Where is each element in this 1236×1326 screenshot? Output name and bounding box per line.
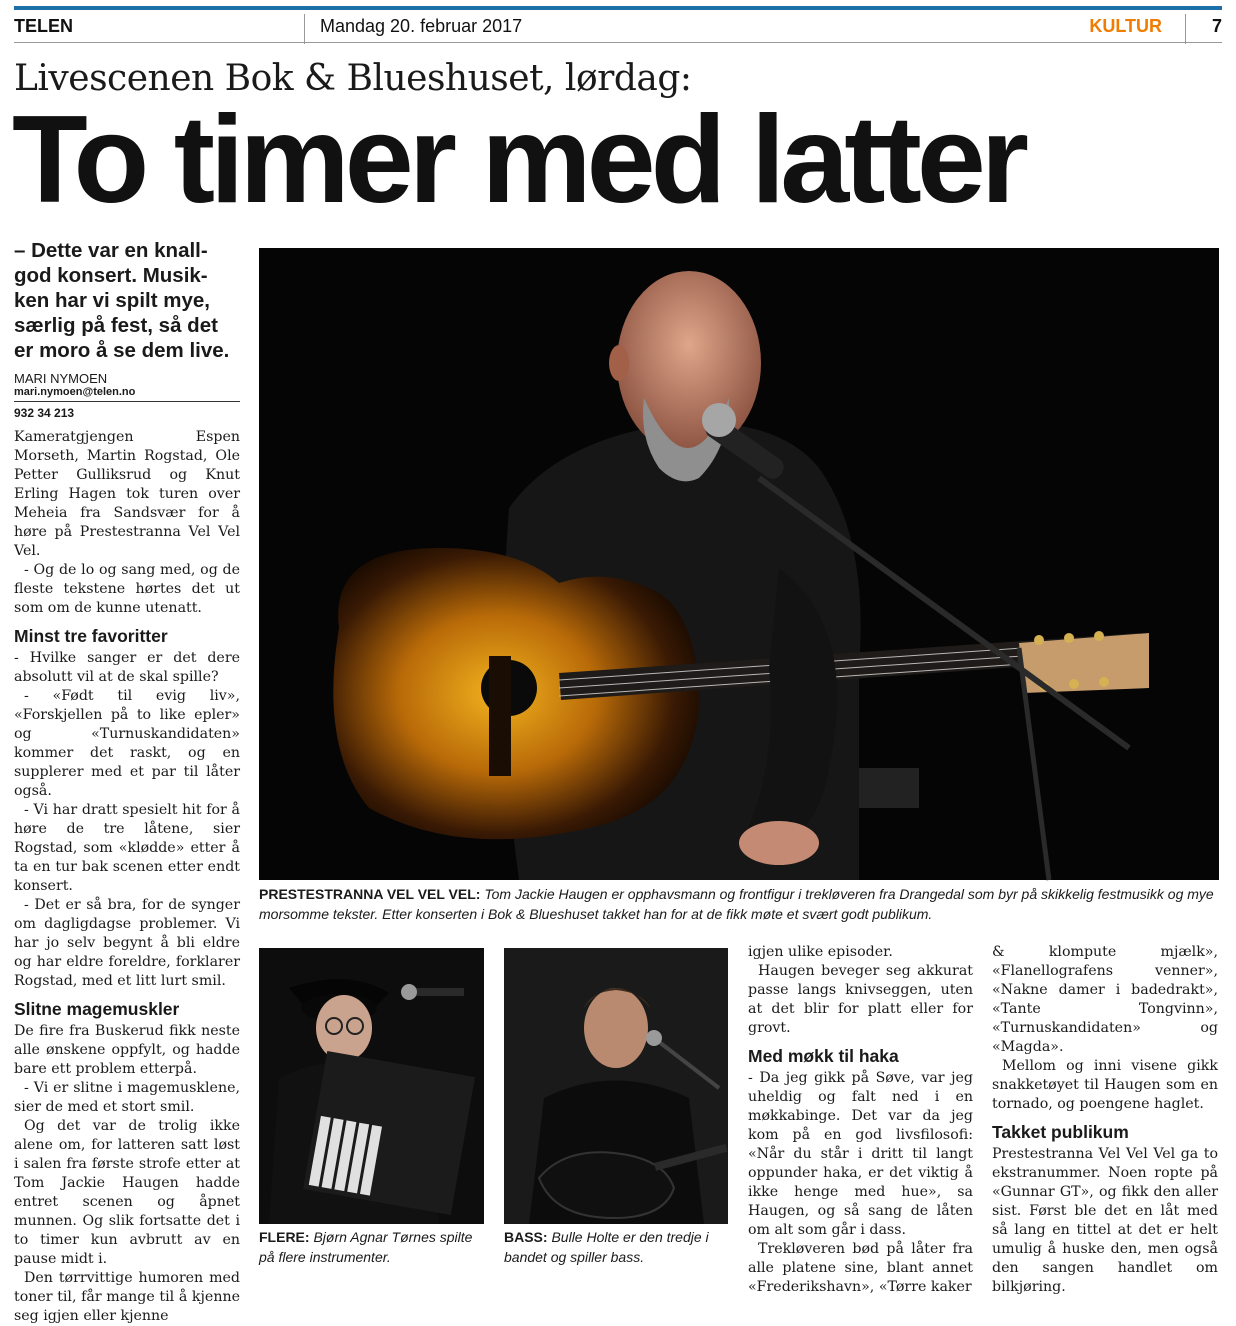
- caption-text: Bulle Holte er den tredje i bandet og spiller bass.: [504, 1229, 709, 1265]
- paragraph: Haugen beveger seg akkurat passe langs knivseggen, uten at det blir for platt eller for grovt.: [748, 963, 973, 1036]
- paragraph: - Hvilke sanger er det dere absolutt vil at de skal spille?: [14, 650, 240, 685]
- section-name: KULTUR: [1089, 16, 1162, 36]
- header-divider: [304, 14, 305, 44]
- page-header: [14, 14, 1222, 42]
- paragraph: Prestestranna Vel Vel Vel ga to ekstranummer. Noen ropte på «Gunnar GT», og fikk den aller sist. Først ble det en låt med så lang en tittel at det er helt umulig å huske den, men også den sangen handlet om bilkjøring.: [992, 1146, 1218, 1295]
- article-lead: – Dette var en knall-god konsert. Musik-ken har vi spilt mye, særlig på fest, så det er moro å se dem live.: [14, 239, 230, 362]
- author-email[interactable]: mari.nymoen@telen.no: [14, 386, 136, 398]
- subheading: Minst tre favoritter: [14, 626, 168, 646]
- author-name: MARI NYMOEN: [14, 371, 108, 386]
- paragraph: - Det er så bra, for de synger om dagligdagse problemer. Vi har jo selv begynt å bli eldre og har eldre foreldre, forklarer Rogstad, med et litt lurt smil.: [14, 897, 240, 989]
- photo-accordion-player: [259, 948, 484, 1224]
- paragraph: Og det var de trolig ikke alene om, for latteren satt løst i salen fra første strofe etter at Tom Jackie Haugen hadde entret scenen og åpnet munnen. Og slik fortsatte det i to timer kun avbrutt av en pause midt i.: [14, 1118, 240, 1267]
- subheading: Med møkk til haka: [748, 1046, 899, 1066]
- left-column: [14, 238, 240, 1326]
- article-body-col4: [992, 943, 1218, 1297]
- main-photo-guitarist: [259, 248, 1219, 880]
- caption-label: FLERE:: [259, 1229, 310, 1245]
- author-phone: 932 34 213: [14, 406, 75, 420]
- paragraph: - Og de lo og sang med, og de fleste tekstene hørtes det ut som om de kunne utenatt.: [14, 562, 240, 616]
- caption-text: Bjørn Agnar Tørnes spilte på flere instrumenter.: [259, 1229, 473, 1265]
- accordion-illustration: [259, 948, 484, 1224]
- header-rule: [14, 42, 1222, 43]
- paragraph: Kameratgjengen Espen Morseth, Martin Rogstad, Ole Petter Gulliksrud og Knut Erling Hagen tok turen over Meheia fra Sandsvær for å høre på Prestestranna Vel Vel Vel.: [14, 429, 240, 559]
- paragraph: igjen ulike episoder.: [748, 944, 893, 960]
- article-kicker: Livescenen Bok & Blueshuset, lørdag:: [14, 58, 692, 99]
- flere-caption: [259, 1227, 484, 1267]
- paragraph: - Vi har dratt spesielt hit for å høre de tre låtene, sier Rogstad, som «klødde» etter å ta en tur bak scenen etter endt konsert.: [14, 802, 240, 894]
- paragraph: & klompute mjælk», «Flanellografens venner», «Nakne damer i badedrakt», «Tante Tongvinn», «Turnuskandidaten» og «Magda».: [992, 944, 1218, 1055]
- paragraph: De fire fra Buskerud fikk neste alle ønskene oppfylt, og hadde bare ett problem etterpå.: [14, 1023, 240, 1077]
- caption-label: BASS:: [504, 1229, 548, 1245]
- paragraph: - «Født til evig liv», «Forskjellen på to like epler» og «Turnuskandidaten» kommer det raskt, og en supplerer med et par til låter også.: [14, 688, 240, 799]
- article-body-col3: [748, 943, 973, 1297]
- issue-date: Mandag 20. februar 2017: [320, 16, 523, 36]
- top-color-bar: [14, 6, 1222, 10]
- paragraph: - Da jeg gikk på Søve, var jeg uheldig og falt ned i en møkkabinge. Det var da jeg kom på en god livsfilosofi: «Når du står i dritt til langt oppunder haka, er det viktig å ikke henge med hue», sa Haugen, og så sang de låten om alt som går i dass.: [748, 1070, 973, 1238]
- photo-bass-player: [504, 948, 728, 1224]
- header-divider: [1185, 14, 1186, 44]
- newspaper-name: TELEN: [14, 16, 74, 36]
- paragraph: Den tørrvittige humoren med toner til, får mange til å kjenne seg igjen eller kjenne: [14, 1270, 240, 1324]
- paragraph: - Vi er slitne i magemusklene, sier de med et stort smil.: [14, 1080, 240, 1115]
- guitarist-illustration: [259, 248, 1219, 880]
- byline-rule: [14, 401, 240, 402]
- subheading: Takket publikum: [992, 1122, 1129, 1142]
- bassist-illustration: [504, 948, 728, 1224]
- main-photo-caption: [259, 884, 1219, 924]
- subheading: Slitne magemuskler: [14, 999, 180, 1019]
- caption-text: Tom Jackie Haugen er opphavsmann og frontfigur i trekløveren fra Drangedal som byr på skikkelig festmusikk og mye morsomme tekster. Etter konserten i Bok & Blueshuset takket han for at de fikk møte et svært godt publikum.: [259, 886, 1214, 922]
- article-headline: To timer med latter: [12, 91, 1025, 229]
- caption-label: PRESTESTRANNA VEL VEL VEL:: [259, 886, 481, 902]
- bass-caption: [504, 1227, 728, 1267]
- paragraph: Mellom og inni visene gikk snakketøyet til Haugen som en tornado, og poengene haglet.: [992, 1058, 1218, 1112]
- paragraph: Trekløveren bød på låter fra alle platene sine, blant annet «Frederikshavn», «Tørre kaker: [748, 1241, 973, 1295]
- page-number: 7: [1211, 16, 1222, 36]
- article-body-left: [14, 428, 240, 1326]
